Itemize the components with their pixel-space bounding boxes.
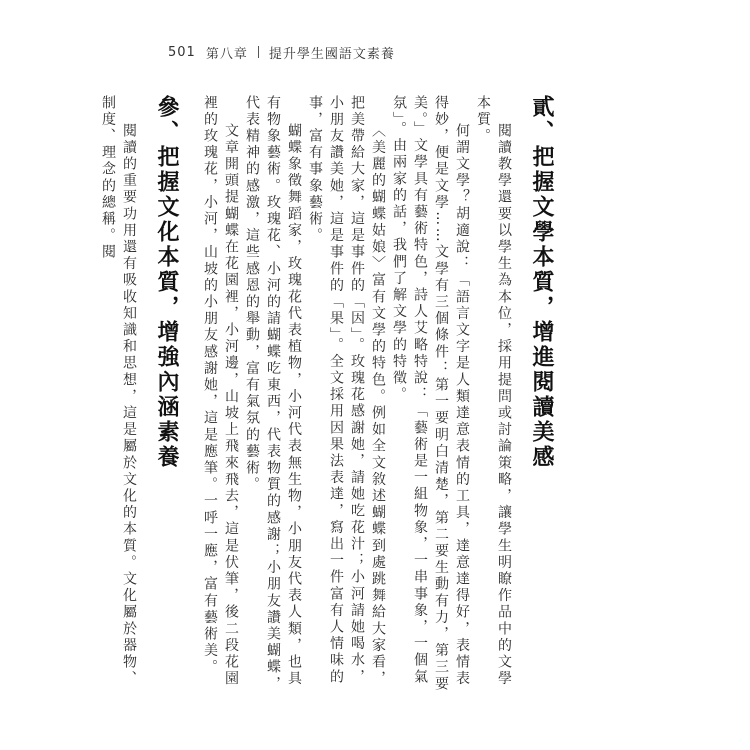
paragraph: 何謂文學？胡適說：「語言文字是人類達意表情的工具，達意達得好，表情表得妙，便是文學……文學有三個條件：第一要明白清楚，第二要生動有力，第三要美。」文學具有藝術特色，詩人艾略特說：「藝術是一組物象，一串事象，一個氣氛」。由兩家的話，我們了解文學的特徵。 <box>391 95 470 693</box>
paragraph: 閱讀教學還要以學生為本位，採用提問或討論策略，讓學生明瞭作品中的文學本質。 <box>475 95 512 688</box>
vertical-text-body <box>100 95 560 695</box>
chapter-title: 提升學生國語文素養 <box>268 46 395 62</box>
chapter-label: 第八章 <box>205 46 248 62</box>
page-number: 501 <box>168 44 196 60</box>
header-divider <box>258 46 259 58</box>
paragraph: 〈美麗的蝴蝶姑娘〉富有文學的特色。例如全文敘述蝴蝶到處跳舞給大家看，把美帶給大家，這是事件的「因」。玫瑰花感謝她，請她吃花汁；小河請她喝水，小朋友讚美她，這是事件的「果」。全文採用因果法表達，寫出一件富有人情味的事，富有事象藝術。 <box>307 95 386 688</box>
paragraph: 文章開頭提蝴蝶在花園裡，小河邊，山坡上飛來飛去，這是伏筆，後二段花園裡的玫瑰花，小河，山坡的小朋友感謝她，這是應筆。一呼一應，富有藝術美。 <box>202 95 239 688</box>
paragraph: 閱讀的重要功用還有吸收知識和思想，這是屬於文化的本質。文化屬於器物、制度、理念的總稱。閱 <box>100 95 137 688</box>
section-heading-2: 貳、把握文學本質，增進閱讀美感 <box>529 95 554 470</box>
section-heading-3: 參、把握文化本質，增強內涵素養 <box>154 95 179 470</box>
running-header <box>168 42 395 62</box>
paragraph: 蝴蝶象徵舞蹈家，玫瑰花代表植物，小河代表無生物，小朋友代表人類，也具有物象藝術。玫瑰花、小河的請蝴蝶吃東西，代表物質的感謝；小朋友讚美蝴蝶，代表精神的感激，這些感恩的舉動，富有氣氛的藝術。 <box>244 95 302 693</box>
